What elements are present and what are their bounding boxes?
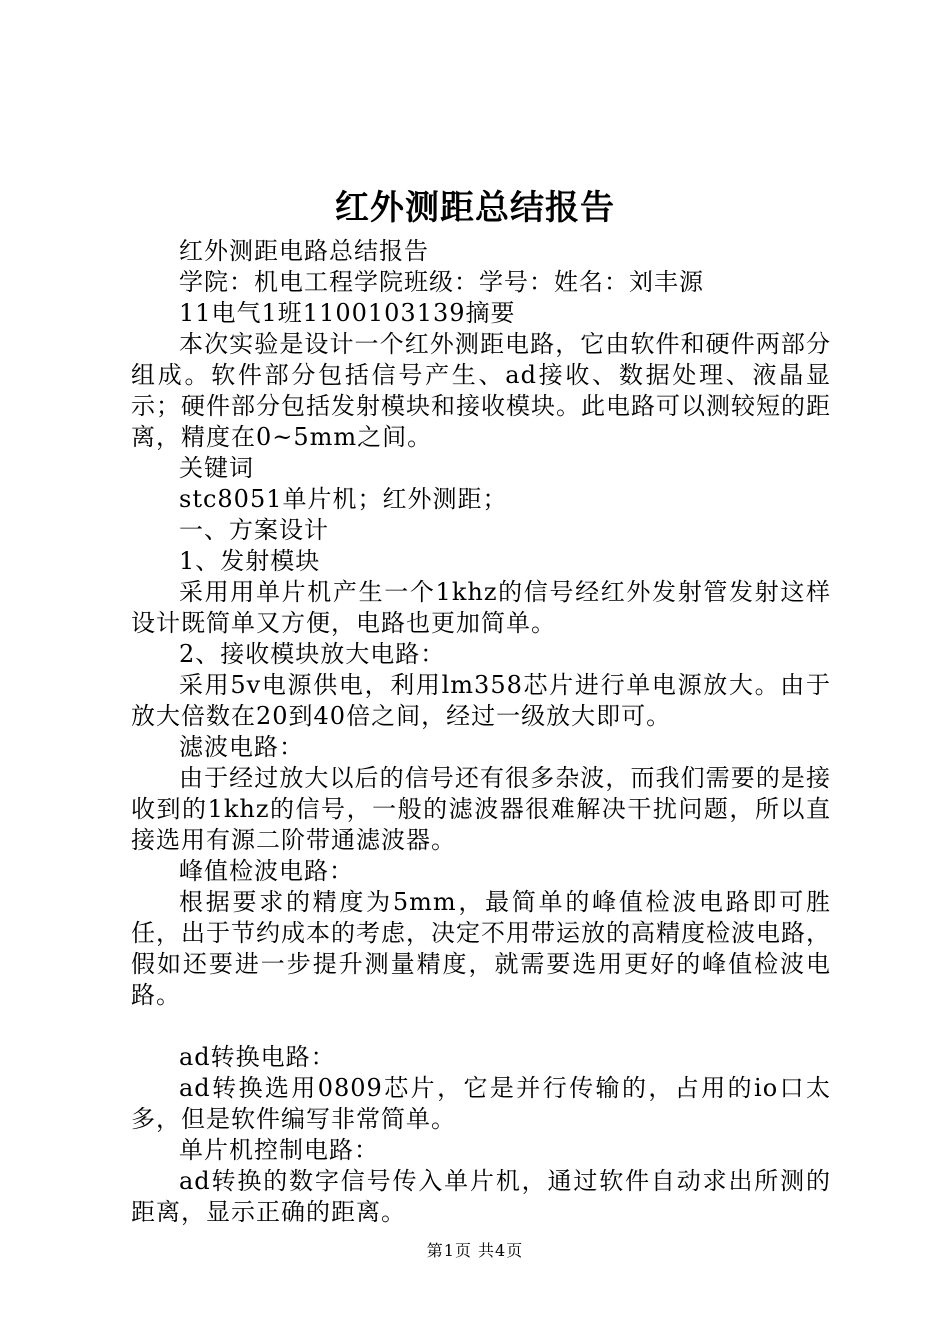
paragraph-transmit-module: 采用用单片机产生一个1khz的信号经红外发射管发射这样设计既简单又方便，电路也更加简单。 — [131, 578, 831, 637]
document-body — [131, 236, 831, 1228]
paragraph-class-id: 11电气1班1100103139摘要 — [179, 299, 516, 327]
paragraph-receive-amplifier: 采用5v电源供电，利用lm358芯片进行单电源放大。由于放大倍数在20到40倍之间，经过一级放大即可。 — [131, 671, 831, 730]
heading-filter-circuit: 滤波电路： — [179, 733, 304, 761]
paragraph-mcu-control: ad转换的数字信号传入单片机，通过软件自动求出所测的距离，显示正确的距离。 — [131, 1167, 831, 1226]
heading-mcu-control: 单片机控制电路： — [179, 1136, 379, 1164]
paragraph-keywords: stc8051单片机；红外测距； — [179, 485, 508, 513]
heading-peak-detector: 峰值检波电路： — [179, 857, 354, 885]
heading-scheme-design: 一、方案设计 — [179, 516, 329, 544]
paragraph-keywords-heading: 关键词 — [179, 454, 254, 482]
heading-ad-conversion: ad转换电路： — [179, 1043, 336, 1071]
page-number-footer: 第1页 共4页 — [426, 1241, 524, 1260]
paragraph-abstract: 本次实验是设计一个红外测距电路，它由软件和硬件两部分组成。软件部分包括信号产生、ad接收、数据处理、液晶显示；硬件部分包括发射模块和接收模块。此电路可以测较短的距离，精度在0~5mm之间。 — [131, 330, 831, 451]
paragraph-filter-circuit: 由于经过放大以后的信号还有很多杂波，而我们需要的是接收到的1khz的信号，一般的滤波器很难解决干扰问题，所以直接选用有源二阶带通滤波器。 — [131, 764, 831, 854]
paragraph-subtitle: 红外测距电路总结报告 — [179, 237, 429, 265]
paragraph-author-info: 学院：机电工程学院班级：学号：姓名：刘丰源 — [179, 268, 704, 296]
document-title: 红外测距总结报告 — [335, 188, 615, 228]
heading-transmit-module: 1、发射模块 — [179, 547, 321, 575]
paragraph-ad-conversion: ad转换选用0809芯片，它是并行传输的，占用的io口太多，但是软件编写非常简单。 — [131, 1074, 831, 1133]
paragraph-peak-detector: 根据要求的精度为5mm，最简单的峰值检波电路即可胜任，出于节约成本的考虑，决定不用带运放的高精度检波电路，假如还要进一步提升测量精度，就需要选用更好的峰值检波电路。 — [131, 888, 831, 1009]
heading-receive-amplifier: 2、接收模块放大电路： — [179, 640, 446, 668]
paragraph-gap — [131, 1011, 831, 1042]
